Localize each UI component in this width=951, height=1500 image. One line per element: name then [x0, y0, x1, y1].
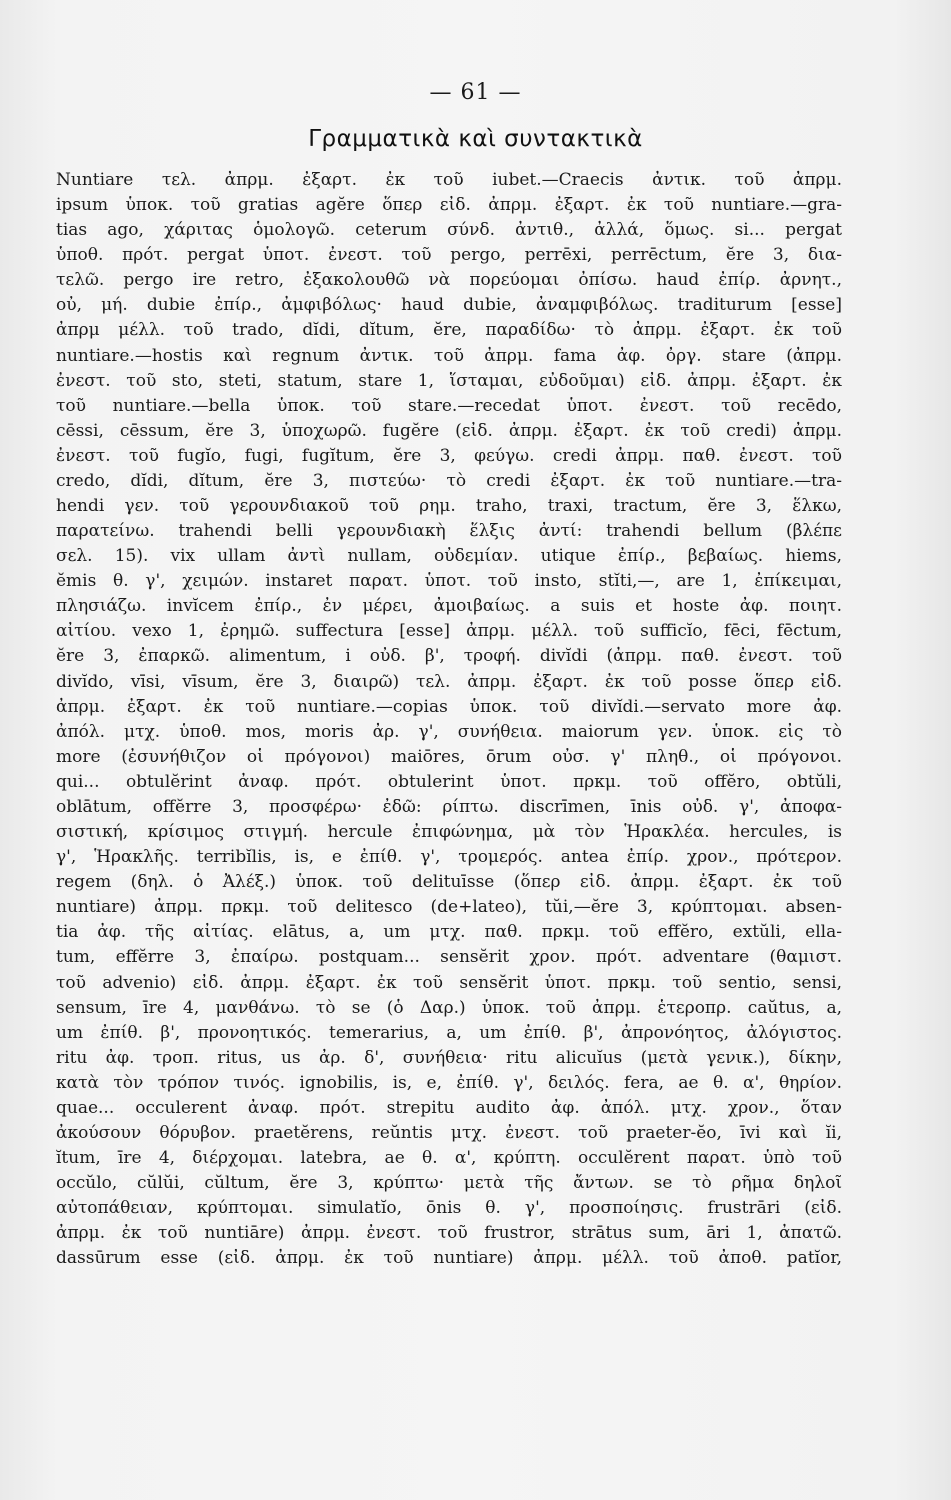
text-line: oblātum, offĕrre 3, προσφέρω· ἐδῶ: ρίπτω. discrīmen, īnis οὐδ. γ', ἀποφα- — [56, 796, 842, 817]
text-line: τελῶ. pergo ire retro, ἐξακολουθῶ νὰ πορεύομαι ὀπίσω. haud ἐπίρ. ἀρνητ., — [56, 270, 842, 291]
text-line: cēssi, cēssum, ĕre 3, ὑποχωρῶ. fugĕre (εἰδ. ἀπρμ. ἐξαρτ. ἐκ τοῦ credi) ἀπρμ. — [56, 420, 842, 441]
text-line: ἀπόλ. μτχ. ὑποθ. mos, moris ἀρ. γ', συνήθεια. maiorum γεν. ὑποκ. εἰς τὸ — [56, 721, 842, 742]
text-line: σελ. 15). vix ullam ἀντὶ nullam, οὐδεμίαν. utique ἐπίρ., βεβαίως. hiems, — [56, 546, 842, 567]
text-line: ĕmis θ. γ', χειμών. instaret παρατ. ὑποτ. τοῦ insto, stĭti,—, are 1, ἐπίκειμαι, — [56, 571, 842, 592]
text-line: credo, dĭdi, dĭtum, ĕre 3, πιστεύω· τὸ credi ἐξαρτ. ἐκ τοῦ nuntiare.—tra- — [56, 470, 842, 491]
body-text — [56, 168, 842, 1297]
text-line: tias ago, χάριτας ὁμολογῶ. ceterum σύνδ. ἀντιθ., ἀλλά, ὅμως. si... pergat — [56, 220, 842, 241]
text-line: ὑποθ. πρότ. pergat ὑποτ. ἐνεστ. τοῦ pergo, perrēxi, perrēctum, ĕre 3, δια- — [56, 245, 842, 266]
text-line: σιστική, κρίσιμος στιγμή. hercule ἐπιφώνημα, μὰ τὸν Ἡρακλέα. hercules, is — [56, 822, 842, 843]
text-line: nuntiare.—hostis καὶ regnum ἀντικ. τοῦ ἀπρμ. fama ἀφ. ὀργ. stare (ἀπρμ. — [56, 345, 842, 366]
text-line: πλησιάζω. invĭcem ἐπίρ., ἐν μέρει, ἀμοιβαίως. a suis et hoste ἀφ. ποιητ. — [56, 596, 842, 617]
text-line: οὐ, μή. dubie ἐπίρ., ἀμφιβόλως· haud dubie, ἀναμφιβόλως. traditurum [esse] — [56, 295, 842, 316]
text-line: qui... obtulĕrint ἀναφ. πρότ. obtulerint ὑποτ. πρκμ. τοῦ offĕro, obtŭli, — [56, 771, 842, 792]
text-line: um ἐπίθ. β', προνοητικός. temerarius, a, um ἐπίθ. β', ἀπρονόητος, ἀλόγιστος. — [56, 1022, 842, 1043]
text-line: divĭdo, vīsi, vīsum, ĕre 3, διαιρῶ) τελ. ἀπρμ. ἐξαρτ. ἐκ τοῦ posse ὅπερ εἰδ. — [56, 671, 842, 692]
text-line: Nuntiare τελ. ἀπρμ. ἐξαρτ. ἐκ τοῦ iubet.—Craecis ἀντικ. τοῦ ἀπρμ. — [56, 170, 842, 190]
text-line: ἐνεστ. τοῦ fugĭo, fugi, fugĭtum, ĕre 3, φεύγω. credi ἀπρμ. παθ. ἐνεστ. τοῦ — [56, 445, 842, 466]
text-line: κατὰ τὸν τρόπον τινός. ignobilis, is, e, ἐπίθ. γ', δειλός. fera, ae θ. α', θηρίον. — [56, 1072, 842, 1093]
text-line: dassūrum esse (εἰδ. ἀπρμ. ἐκ τοῦ nuntiare) ἀπρμ. μέλλ. τοῦ ἀποθ. patĭor, — [56, 1248, 842, 1269]
text-line: ĕre 3, ἐπαρκῶ. alimentum, i οὐδ. β', τροφή. divĭdi (ἀπρμ. παθ. ἐνεστ. τοῦ — [56, 646, 842, 667]
text-line: hendi γεν. τοῦ γερουνδιακοῦ τοῦ ρημ. traho, traxi, tractum, ĕre 3, ἕλκω, — [56, 496, 842, 517]
text-line: tum, effĕrre 3, ἐπαίρω. postquam... sensĕrit χρον. πρότ. adventare (θαμιστ. — [56, 947, 842, 968]
text-line: ĭtum, īre 4, διέρχομαι. latebra, ae θ. α', κρύπτη. occulĕrent παρατ. ὑπὸ τοῦ — [56, 1148, 842, 1169]
text-line: quae... occulerent ἀναφ. πρότ. strepitu audito ἀφ. ἀπόλ. μτχ. χρον., ὅταν — [56, 1097, 842, 1118]
text-line: ἐνεστ. τοῦ sto, steti, statum, stare 1, ἵσταμαι, εὐδοῦμαι) εἰδ. ἀπρμ. ἐξαρτ. ἐκ — [56, 370, 842, 391]
text-line: nuntiare) ἀπρμ. πρκμ. τοῦ delitesco (de+lateo), tŭi,—ĕre 3, κρύπτομαι. absen- — [56, 897, 842, 918]
text-line: τοῦ nuntiare.—bella ὑποκ. τοῦ stare.—recedat ὑποτ. ἐνεστ. τοῦ recēdo, — [56, 395, 842, 416]
page-number: — 61 — — [429, 80, 522, 105]
text-line: tia ἀφ. τῆς αἰτίας. elātus, a, um μτχ. παθ. πρκμ. τοῦ effĕro, extŭli, ella- — [56, 922, 842, 943]
text-line: ἀκούσουν θόρυβον. praetĕrens, reŭntis μτχ. ἐνεστ. τοῦ praeter-ĕo, īvi καὶ ĭi, — [56, 1122, 842, 1143]
text-line: αἰτίου. vexo 1, ἐρημῶ. suffectura [esse] ἀπρμ. μέλλ. τοῦ sufficĭo, fēci, fēctum, — [56, 621, 842, 642]
text-line: regem (δηλ. ὁ Ἀλέξ.) ὑποκ. τοῦ delituīsse (ὅπερ εἰδ. ἀπρμ. ἐξαρτ. ἐκ τοῦ — [56, 872, 842, 893]
text-line: ritu ἀφ. τροπ. ritus, us ἀρ. δ', συνήθεια· ritu alicuĭus (μετὰ γενικ.), δίκην, — [56, 1047, 842, 1068]
text-line: παρατείνω. trahendi belli γερουνδιακὴ ἕλξις ἀντί: trahendi bellum (βλέπε — [56, 521, 842, 542]
text-line: ἀπρμ μέλλ. τοῦ trado, dĭdi, dĭtum, ĕre, παραδίδω· τὸ ἀπρμ. ἐξαρτ. ἐκ τοῦ — [56, 320, 842, 341]
text-line: ipsum ὑποκ. τοῦ gratias agĕre ὅπερ εἰδ. ἀπρμ. ἐξαρτ. ἐκ τοῦ nuntiare.—gra- — [56, 195, 842, 216]
section-title: Γραμματικὰ καὶ συντακτικὰ — [308, 126, 643, 152]
text-line: γ', Ἡρακλῆς. terribĭlis, is, e ἐπίθ. γ', τρομερός. antea ἐπίρ. χρον., πρότερον. — [56, 847, 842, 868]
text-line: more (ἐσυνήθιζον οἱ πρόγονοι) maiōres, ōrum οὐσ. γ' πληθ., οἱ πρόγονοι. — [56, 746, 842, 767]
text-line — [56, 1271, 842, 1296]
text-line: sensum, īre 4, μανθάνω. τὸ se (ὁ Δαρ.) ὑποκ. τοῦ ἀπρμ. ἑτεροπρ. caŭtus, a, — [56, 997, 842, 1018]
text-line: ἀπρμ. ἐκ τοῦ nuntiāre) ἀπρμ. ἐνεστ. τοῦ frustror, strātus sum, āri 1, ἀπατῶ. — [56, 1223, 842, 1244]
text-line: αὐτοπάθειαν, κρύπτομαι. simulatĭo, ōnis θ. γ', προσποίησις. frustrāri (εἰδ. — [56, 1198, 842, 1219]
text-line: ἀπρμ. ἐξαρτ. ἐκ τοῦ nuntiare.—copias ὑποκ. τοῦ divĭdi.—servato more ἀφ. — [56, 696, 842, 717]
text-line: τοῦ advenio) εἰδ. ἀπρμ. ἐξαρτ. ἐκ τοῦ sensĕrit ὑποτ. πρκμ. τοῦ sentio, sensi, — [56, 972, 842, 993]
text-line: occŭlo, cŭlŭi, cŭltum, ĕre 3, κρύπτω· μετὰ τῆς ἄντων. se τὸ ρῆμα δηλοῖ — [56, 1173, 842, 1194]
